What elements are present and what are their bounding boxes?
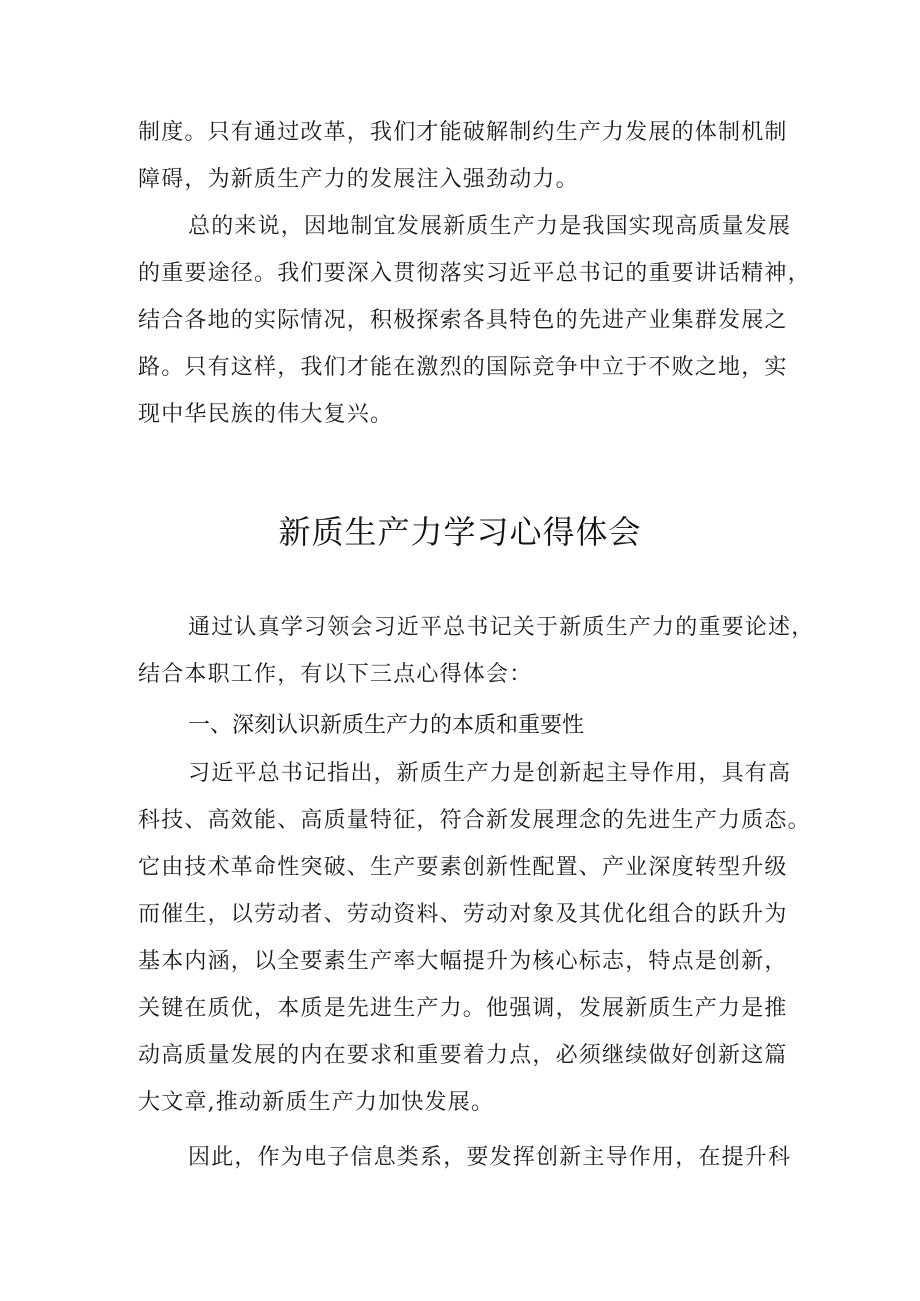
paragraph-line: 制度。只有通过改革，我们才能破解制约生产力发展的体制机制 <box>138 120 788 145</box>
paragraph-line: 而催生，以劳动者、劳动资料、劳动对象及其优化组合的跃升为 <box>138 902 788 927</box>
article-title: 新质生产力学习心得体会 <box>278 513 642 551</box>
paragraph-line: 动高质量发展的内在要求和重要着力点，必须继续做好创新这篇 <box>138 1043 788 1068</box>
paragraph-line: 大文章,推动新质生产力加快发展。 <box>138 1090 495 1115</box>
paragraph-line: 习近平总书记指出，新质生产力是创新起主导作用，具有高 <box>188 761 792 786</box>
paragraph-line: 基本内涵，以全要素生产率大幅提升为核心标志，特点是创新， <box>138 949 788 974</box>
paragraph-line: 科技、高效能、高质量特征，符合新发展理念的先进生产力质态。 <box>138 808 811 833</box>
paragraph-line: 路。只有这样，我们才能在激烈的国际竞争中立于不败之地，实 <box>138 355 788 380</box>
paragraph-line: 结合各地的实际情况，积极探索各具特色的先进产业集群发展之 <box>138 308 788 333</box>
paragraph-line: 现中华民族的伟大复兴。 <box>138 402 394 427</box>
section-heading: 一、深刻认识新质生产力的本质和重要性 <box>188 713 585 738</box>
paragraph-line: 通过认真学习领会习近平总书记关于新质生产力的重要论述， <box>188 615 815 640</box>
paragraph-line: 的重要途径。我们要深入贯彻落实习近平总书记的重要讲话精神， <box>138 261 811 286</box>
paragraph-line: 它由技术革命性突破、生产要素创新性配置、产业深度转型升级 <box>138 855 788 880</box>
paragraph-line: 关键在质优，本质是先进生产力。他强调，发展新质生产力是推 <box>138 996 788 1021</box>
paragraph-line: 因此，作为电子信息类系，要发挥创新主导作用，在提升科 <box>188 1145 792 1170</box>
paragraph-line: 障碍，为新质生产力的发展注入强劲动力。 <box>138 167 579 192</box>
paragraph-line: 结合本职工作，有以下三点心得体会： <box>138 662 533 687</box>
paragraph-line: 总的来说，因地制宜发展新质生产力是我国实现高质量发展 <box>188 214 792 239</box>
